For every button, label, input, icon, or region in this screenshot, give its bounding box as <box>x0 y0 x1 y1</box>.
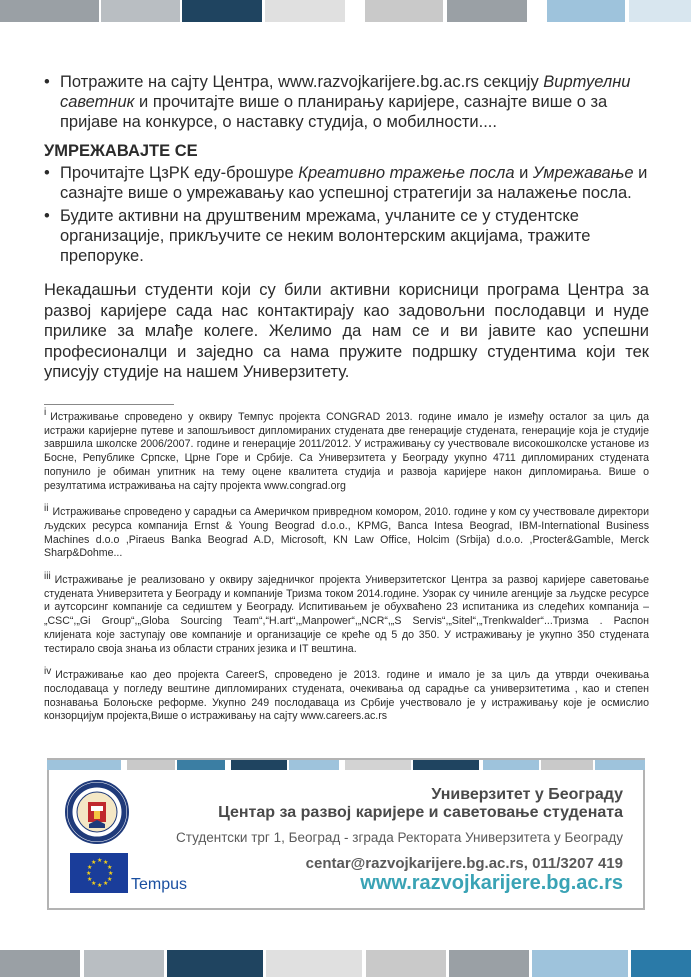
footer-decorative-stripe <box>47 760 645 770</box>
svg-text:★: ★ <box>107 876 113 883</box>
svg-text:★: ★ <box>97 857 103 864</box>
footnote: $^{iii}$ Истраживање је реализовано у оквиру заједничког пројекта Универзитетског Центра за развој каријере саветовање студената Универзитета у Београду и компаније Тризма током 2014.године. Узорак су чиниле агенције за људске ресурсе и аутсорсинг компаније са седиштем у Београду. Испитивањем је обухваћено 23 испитаника из следећих компанија – „CSC“,„Gi Group“,„Globa Sourcing Team“,“H.art“,„Manpower“,„NCR“,„S Servis“,„Sitel“,„Trenkwalder“...Тризма . Распон клијената које заступају ове компаније и организације се креће од 5 до 350. У истраживању је укупно 350 студената тестирало своја знања из области страних језика и IT вештина. <box>44 570 649 655</box>
list-item: • Потражите на сајту Центра, www.razvojkarijere.bg.ac.rs секцију Виртуелни саветник и прочитајте више о планирању каријере, сазнајте више о за пријаве на конкурсе, о наставку студија, о мобилности.... <box>44 73 631 131</box>
networking-section <box>44 141 649 266</box>
footnote: $^i$ Истраживање спроведено у оквиру Темпус пројекта CONGRAD 2013. године имало је између осталог за циљ да истражи каријерне путеве и запошљивост дипломираних студената две генерације студената, генерације која је студије завршила школске 2006/2007. године и генерације 2011/2012. У истраживању су учествовале високошколске установе из Босне, Републике Српске, Црне Горе и Србије. Са Универзитета у Београду укупно 4711 дипломираних студената попунило је обиман упитник на тему оцене квалитета студија и развоја каријере након дипломирања. Више о резултатима истраживања на сајту пројекта www.congrad.org <box>44 407 649 492</box>
svg-text:★: ★ <box>108 870 114 877</box>
svg-text:★: ★ <box>91 859 97 866</box>
closing-paragraph: Некадашњи студенти који су били активни корисници програма Центра за развој каријере сада нас контактирају као задовољни послодавци и нуде прилике за млађе колеге. Желимо да нам се и ви јавите као успешни професионалци и заједно са нама пружите подршку студентима који тек уписују студије на нашем Универзитету. <box>44 281 649 381</box>
footnote: $^{ii}$ Истраживање спроведено у сарадњи са Америчком привредном комором, 2010. године у ком су учествовале директори људских ресурса компанија Ernst & Young Beograd d.o.o., KPMG, Banca Intesa Beograd, IBM-International Business Machines d.o.o ,Piraeus Banka Beograd A.D, Microsoft, KN Law Office, Holcim (Srbija) d.o.o. ,Procter&Gamble, Merck Sharp&Dohme... <box>44 502 649 560</box>
section-heading: УМРЕЖАВАЈТЕ СЕ <box>44 142 198 160</box>
svg-text:★: ★ <box>86 870 92 877</box>
svg-text:★: ★ <box>91 880 97 887</box>
footnotes <box>44 407 649 724</box>
svg-text:★: ★ <box>103 880 109 887</box>
center-address: Студентски трг 1, Београд - зграда Ректората Универзитета у Београду <box>176 830 623 845</box>
svg-text:★: ★ <box>107 864 113 871</box>
svg-text:★: ★ <box>87 876 93 883</box>
bottom-decorative-stripe <box>0 950 691 977</box>
contact-info: centar@razvojkarijere.bg.ac.rs, 011/3207 419 <box>305 855 623 872</box>
svg-text:★: ★ <box>87 864 93 871</box>
svg-text:★: ★ <box>97 882 103 889</box>
website-link[interactable]: www.razvojkarijere.bg.ac.rs <box>360 872 623 894</box>
list-item: • Прочитајте ЦзРК еду-брошуре Креативно тражење посла и Умрежавање и сазнајте више о умрежавању као успешној стратегији за налажење посла. <box>44 164 648 202</box>
footnote: $^{iv}$ Истраживање као део пројекта CareerS, спроведено је 2013. године и имало је за циљ да утврди очекивања послодаваца у погледу вештине дипломираних студената, очекивања од сарадње са универзитетима , као и степен познавања Болоњске реформе. Укупно 249 послодаваца из Србије учествовало је у истраживању које је осмислио конзорцијум пројекта,Више о истраживању на сајту www.careers.ac.rs <box>44 665 649 723</box>
list-item: • Будите активни на друштвеним мрежама, учланите се у студентске организације, прикључите се неким волонтерским акцијама, тражите препоруке. <box>44 207 591 265</box>
svg-text:★: ★ <box>103 859 109 866</box>
top-decorative-stripe <box>0 0 691 22</box>
career-advisor-section <box>44 72 649 132</box>
university-seal-logo <box>65 780 129 844</box>
eu-flag-logo <box>70 853 128 893</box>
center-name: Центар за развој каријере и саветовање студената <box>218 804 623 821</box>
tempus-logo-text: Tempus <box>131 876 188 893</box>
university-name: Универзитет у Београду <box>431 786 623 803</box>
footnote-divider <box>44 404 174 405</box>
